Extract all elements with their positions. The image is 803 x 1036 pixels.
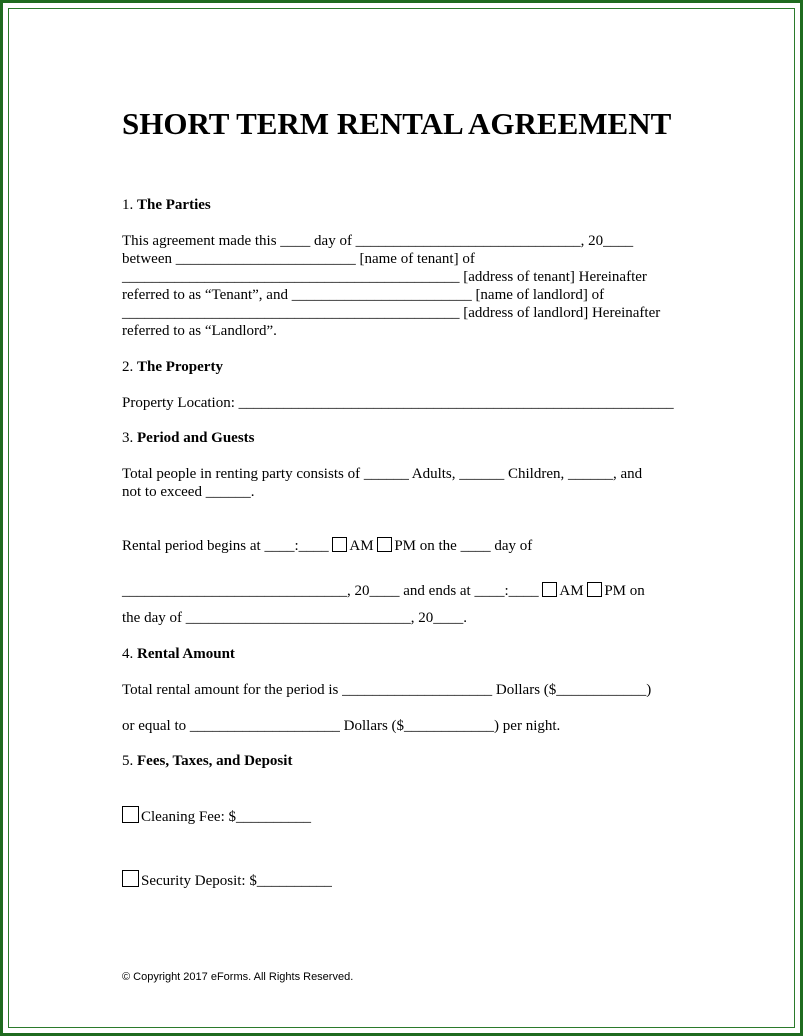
cleaning-fee-checkbox[interactable] [122,806,139,823]
ends-pm-checkbox[interactable] [587,582,602,597]
cleaning-fee-label: Cleaning Fee: $__________ [141,809,311,825]
am-checkbox[interactable] [332,537,347,552]
parties-line-3: _____________________________________________ [address of tenant] Hereinafter [122,269,647,285]
section-title: Period and Guests [137,430,255,446]
people-line-1: Total people in renting party consists of ______ Adults, ______ Children, ______, and [122,466,643,482]
begins-text: Rental period begins at ____:____ [122,538,333,554]
nightly-amount-line: or equal to ____________________ Dollars ($____________) per night. [122,718,561,734]
rental-ends-line [122,582,645,600]
section-number: 2. [122,359,134,375]
ends-am-label: AM [559,583,588,599]
section-heading-parties [122,196,211,214]
am-label: AM [349,538,378,554]
pm-label: PM on the ____ day of [394,538,533,554]
cleaning-fee-line [122,806,311,826]
section-title: The Property [137,359,223,375]
section-number: 3. [122,430,134,446]
section-number: 1. [122,197,134,213]
pm-checkbox[interactable] [377,537,392,552]
section-heading-period [122,429,255,447]
section-heading-fees [122,752,292,770]
parties-line-2: between ________________________ [name of tenant] of [122,251,475,267]
document-title: SHORT TERM RENTAL AGREEMENT [122,106,672,141]
section-title: Rental Amount [137,646,235,662]
section-heading-property [122,358,223,376]
ends-pm-label: PM on [604,583,645,599]
ends-text: ______________________________, 20____ and ends at ____:____ [122,583,543,599]
parties-line-5: _____________________________________________ [address of landlord] Hereinafter [122,305,661,321]
ends-am-checkbox[interactable] [542,582,557,597]
security-deposit-checkbox[interactable] [122,870,139,887]
section-title: The Parties [137,197,211,213]
section-heading-amount [122,645,235,663]
property-location-line: Property Location: __________________________________________________________ [122,395,674,411]
parties-line-6: referred to as “Landlord”. [122,323,277,339]
security-deposit-line [122,870,332,890]
copyright-footer: © Copyright 2017 eForms. All Rights Reserved. [122,971,354,983]
security-deposit-label: Security Deposit: $__________ [141,873,332,889]
rental-ends-day-line: the day of ______________________________, 20____. [122,610,467,626]
section-number: 5. [122,753,134,769]
section-title: Fees, Taxes, and Deposit [137,753,293,769]
section-number: 4. [122,646,134,662]
total-amount-line: Total rental amount for the period is ____________________ Dollars ($____________) [122,682,652,698]
rental-begins-line [122,537,532,555]
people-line-2: not to exceed ______. [122,484,255,500]
parties-line-1: This agreement made this ____ day of ______________________________, 20____ [122,233,634,249]
parties-line-4: referred to as “Tenant”, and ________________________ [name of landlord] of [122,287,605,303]
